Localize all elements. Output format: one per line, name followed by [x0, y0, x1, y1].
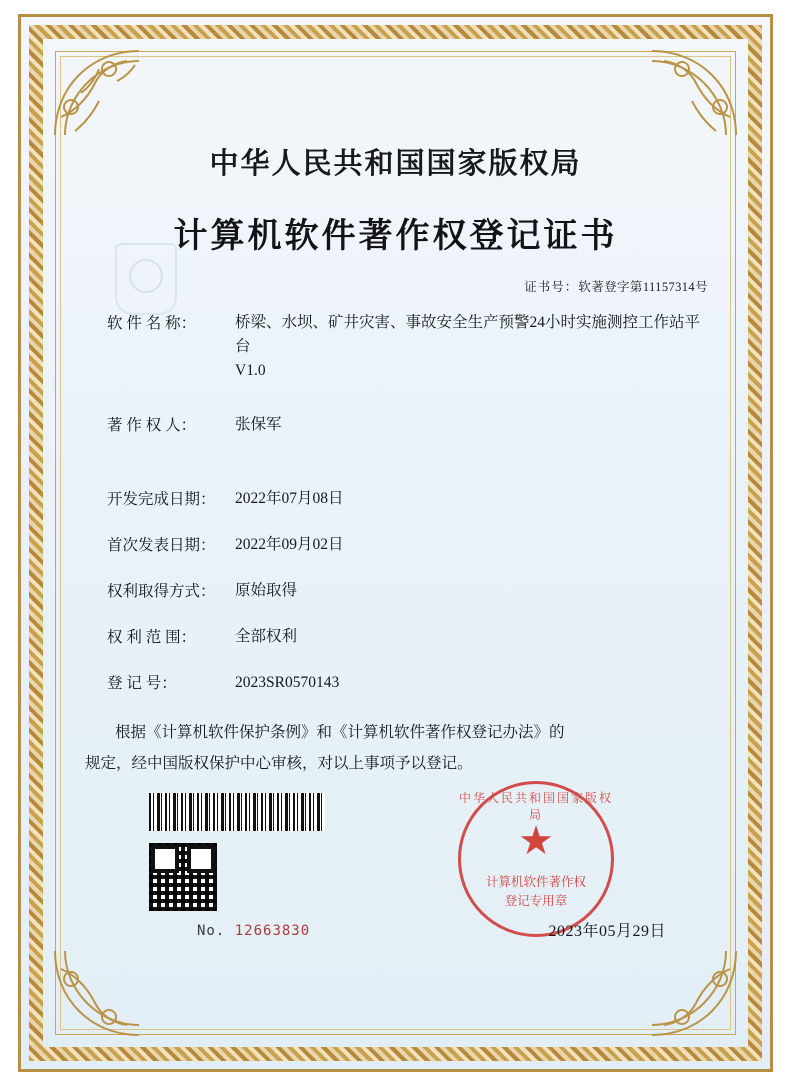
- field-rights-scope: [107, 625, 710, 649]
- field-rights-acquisition-method: [107, 579, 710, 603]
- emblem-watermark-icon: [115, 243, 177, 315]
- software-name-text: 桥梁、水坝、矿井灾害、事故安全生产预警24小时实施测控工作站平台: [235, 314, 701, 356]
- primary-field-list: [81, 311, 710, 695]
- detail-field-list: [107, 487, 710, 695]
- certificate-number-label: 证书号：: [524, 280, 579, 294]
- seal-ring-text: 中华人民共和国国家版权局: [458, 791, 613, 823]
- qr-code-icon: [149, 843, 217, 911]
- official-seal: [458, 781, 614, 937]
- field-label: 权利取得方式：: [107, 583, 216, 601]
- field-software-name: [107, 311, 710, 383]
- field-value: 原始取得: [235, 582, 298, 600]
- barcode-icon: [149, 793, 325, 831]
- field-value: 全部权利: [235, 628, 298, 646]
- field-value: 2023SR0570143: [235, 674, 340, 692]
- serial-number-label: No.: [197, 923, 226, 940]
- field-value: 张保军: [235, 416, 282, 434]
- field-label: 开发完成日期：: [107, 491, 216, 509]
- field-value: [235, 311, 710, 383]
- field-registration-number: [107, 671, 710, 695]
- field-value: 2022年07月08日: [235, 490, 344, 508]
- field-development-completed-date: [107, 487, 710, 511]
- field-label: 首次发表日期：: [107, 537, 216, 555]
- certificate-content: [81, 75, 710, 1011]
- statement-paragraph: [81, 717, 710, 779]
- certificate-outer-frame: [18, 14, 773, 1072]
- field-label: 著 作 权 人：: [107, 417, 197, 435]
- certificate-number-value: 软著登字第11157314号: [578, 280, 708, 294]
- statement-line-2: 规定，经中国版权保护中心审核，对以上事项予以登记。: [85, 755, 473, 773]
- spacer: [107, 387, 710, 413]
- field-value: 2022年09月02日: [235, 536, 344, 554]
- seal-line-1: 计算机软件著作权: [485, 875, 586, 890]
- field-label: 权 利 范 围：: [107, 629, 197, 647]
- seal-line-2: 登记专用章: [504, 893, 568, 908]
- certificate-title: 计算机软件著作权登记证书: [173, 216, 618, 256]
- issuer-title: 中华人民共和国国家版权局: [209, 146, 582, 180]
- statement-line-1: 根据《计算机软件保护条例》和《计算机软件著作权登记办法》的: [115, 724, 565, 742]
- seal-star-icon: ★: [518, 818, 554, 864]
- field-copyright-owner: [107, 413, 710, 437]
- issue-date: 2023年05月29日: [548, 923, 666, 941]
- seal-inner-text: [458, 873, 614, 911]
- software-version-text: V1.0: [235, 362, 266, 380]
- spacer: [107, 441, 710, 487]
- codes-area: [81, 793, 710, 939]
- field-first-publication-date: [107, 533, 710, 557]
- field-label: 软 件 名 称：: [107, 315, 197, 332]
- field-label: 登 记 号：: [107, 675, 177, 693]
- serial-number-value: 12663830: [234, 923, 311, 940]
